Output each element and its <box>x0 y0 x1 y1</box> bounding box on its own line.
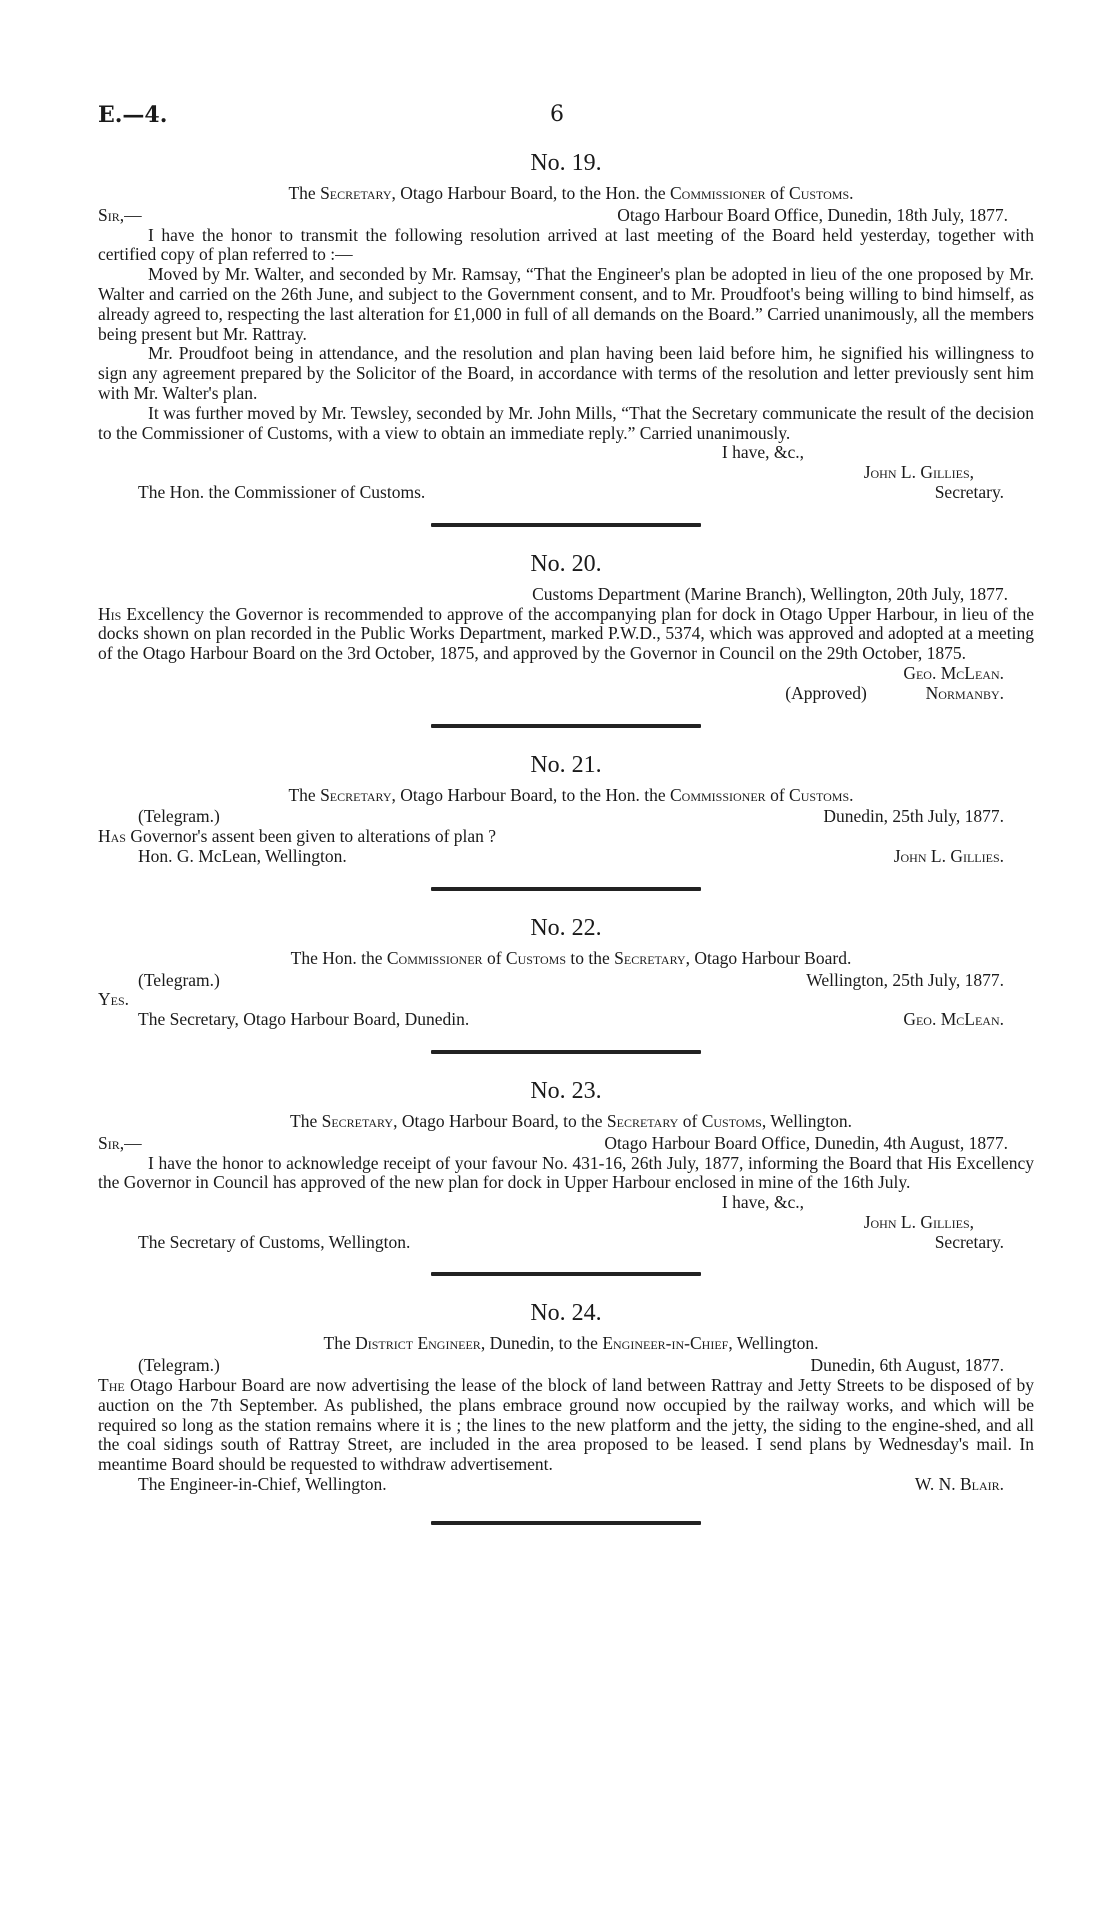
paragraph: His Excellency the Governor is recommended to approve of the accompanying plan for dock in Otago Upper Harbour, in lieu of the docks shown on plan recorded in the Public Works Department, marked P.W.D., 5374, which was approved and adopted at a meeting of the Otago Harbour Board on the 3rd October, 1875, and approved by the Governor in Council on the 29th October, 1875. <box>98 603 1034 664</box>
document-heading: The District Engineer, Dunedin, to the Engineer-in-Chief, Wellington. <box>323 1333 819 1354</box>
addressee-row <box>98 483 1034 503</box>
telegram-label: (Telegram.) <box>138 1355 220 1376</box>
paragraph: Moved by Mr. Walter, and seconded by Mr. Ramsay, “That the Engineer's plan be adopted in lieu of the one proposed by Mr. Walter and carried on the 26th June, and subject to the Government consent, and to Mr. Proudfoot's being willing to bind himself, as already agreed to, respecting the last alteration for £1,000 in full of all demands on the Board.” Carried unanimously, all the members being present but Mr. Rattray. <box>98 264 1034 344</box>
paragraph: Has Governor's assent been given to alterations of plan ? <box>98 826 497 847</box>
addressee: The Hon. the Commissioner of Customs. <box>138 481 426 502</box>
signatory-title: Secretary. <box>934 1231 1004 1252</box>
telegram-label: (Telegram.) <box>138 806 220 827</box>
salutation: Sir,— <box>98 1132 142 1153</box>
telegram-row <box>98 807 1034 827</box>
place-date: Customs Department (Marine Branch), Wellington, 20th July, 1877. <box>532 583 1008 604</box>
addressee: Hon. G. McLean, Wellington. <box>138 845 347 866</box>
page-header <box>98 102 1016 132</box>
addressee: The Secretary of Customs, Wellington. <box>138 1231 411 1252</box>
document-body <box>98 148 1034 1547</box>
signature: John L. Gillies, <box>863 462 974 483</box>
place-date: Dunedin, 25th July, 1877. <box>823 806 1004 827</box>
signature: W. N. Blair. <box>914 1474 1004 1495</box>
addressee-row <box>98 847 1034 867</box>
document-title: No. 22. <box>530 914 602 941</box>
document-no-19 <box>98 148 1034 503</box>
place-date: Wellington, 25th July, 1877. <box>806 969 1004 990</box>
addressee: The Secretary, Otago Harbour Board, Dunedin. <box>138 1009 470 1030</box>
salutation: Sir,— <box>98 204 142 225</box>
approval-row <box>98 684 1034 704</box>
parliamentary-paper-ref: E.—4. <box>98 102 168 128</box>
addressee-row <box>98 1233 1034 1253</box>
document-heading: The Hon. the Commissioner of Customs to the Secretary, Otago Harbour Board. <box>290 947 852 968</box>
closing: I have, &c., <box>721 442 804 463</box>
place-date: Otago Harbour Board Office, Dunedin, 18th July, 1877. <box>617 204 1008 225</box>
document-no-23 <box>98 1076 1034 1253</box>
document-no-20 <box>98 549 1034 704</box>
document-heading: The Secretary, Otago Harbour Board, to the Secretary of Customs, Wellington. <box>290 1110 852 1131</box>
section-divider <box>431 1050 701 1054</box>
document-title: No. 21. <box>530 751 602 778</box>
salutation-row <box>98 206 1034 226</box>
section-divider <box>431 1521 701 1525</box>
document-title: No. 19. <box>530 150 602 176</box>
place-date: Dunedin, 6th August, 1877. <box>810 1355 1004 1376</box>
place-date: Otago Harbour Board Office, Dunedin, 4th August, 1877. <box>604 1132 1008 1153</box>
document-no-24 <box>98 1298 1034 1494</box>
telegram-row <box>98 971 1034 991</box>
document-title: No. 23. <box>530 1077 602 1104</box>
approver: Normanby. <box>925 682 1004 703</box>
paragraph: Yes. <box>98 989 130 1010</box>
addressee-row <box>98 1475 1034 1495</box>
addressee-row <box>98 1010 1034 1030</box>
signature: John L. Gillies, <box>863 1211 974 1232</box>
addressee: The Engineer-in-Chief, Wellington. <box>138 1474 387 1495</box>
signatory-title: Secretary. <box>934 481 1004 502</box>
document-heading: The Secretary, Otago Harbour Board, to the Hon. the Commissioner of Customs. <box>288 183 854 203</box>
document-no-22 <box>98 913 1034 1030</box>
salutation-row <box>98 1134 1034 1154</box>
page-number: 6 <box>550 102 564 127</box>
section-divider <box>431 523 701 527</box>
document-title: No. 20. <box>530 550 602 577</box>
paragraph: I have the honor to acknowledge receipt of your favour No. 431-16, 26th July, 1877, informing the Board that His Excellency the Governor in Council has approved of the new plan for dock in Upper Harbour enclosed in mine of the 16th July. <box>98 1152 1034 1193</box>
document-heading: The Secretary, Otago Harbour Board, to the Hon. the Commissioner of Customs. <box>288 784 854 805</box>
section-divider <box>431 887 701 891</box>
document-no-21 <box>98 750 1034 867</box>
section-divider <box>431 1272 701 1276</box>
signature: Geo. McLean. <box>903 662 1004 683</box>
signature: Geo. McLean. <box>903 1009 1004 1030</box>
paragraph: I have the honor to transmit the following resolution arrived at last meeting of the Board held yesterday, together with certified copy of plan referred to :— <box>98 224 1034 265</box>
paragraph: The Otago Harbour Board are now advertising the lease of the block of land between Rattray and Jetty Streets to be disposed of by auction on the 7th September. As published, the plans embrace ground now occupied by the railway works, and which will be required so long as the station remains where it is ; the lines to the new platform and the jetty, the siding to the engine-shed, and all the coal sidings south of Rattray Street, are included in the area proposed to be leased. I send plans by Wednesday's mail. In meantime Board should be requested to withdraw advertisement. <box>98 1375 1034 1475</box>
document-title: No. 24. <box>530 1300 602 1327</box>
section-divider <box>431 724 701 728</box>
paragraph: Mr. Proudfoot being in attendance, and the resolution and plan having been laid before him, he signified his willingness to sign any agreement prepared by the Solicitor of the Board, in accordance with terms of the resolution and letter previously sent him with Mr. Walter's plan. <box>98 343 1034 403</box>
telegram-row <box>98 1356 1034 1376</box>
telegram-label: (Telegram.) <box>138 969 220 990</box>
approved-label: (Approved) <box>785 682 867 703</box>
signature: John L. Gillies. <box>893 845 1004 866</box>
closing: I have, &c., <box>721 1192 804 1213</box>
paragraph: It was further moved by Mr. Tewsley, seconded by Mr. John Mills, “That the Secretary communicate the result of the decision to the Commissioner of Customs, with a view to obtain an immediate reply.” Carried unanimously. <box>98 402 1034 443</box>
